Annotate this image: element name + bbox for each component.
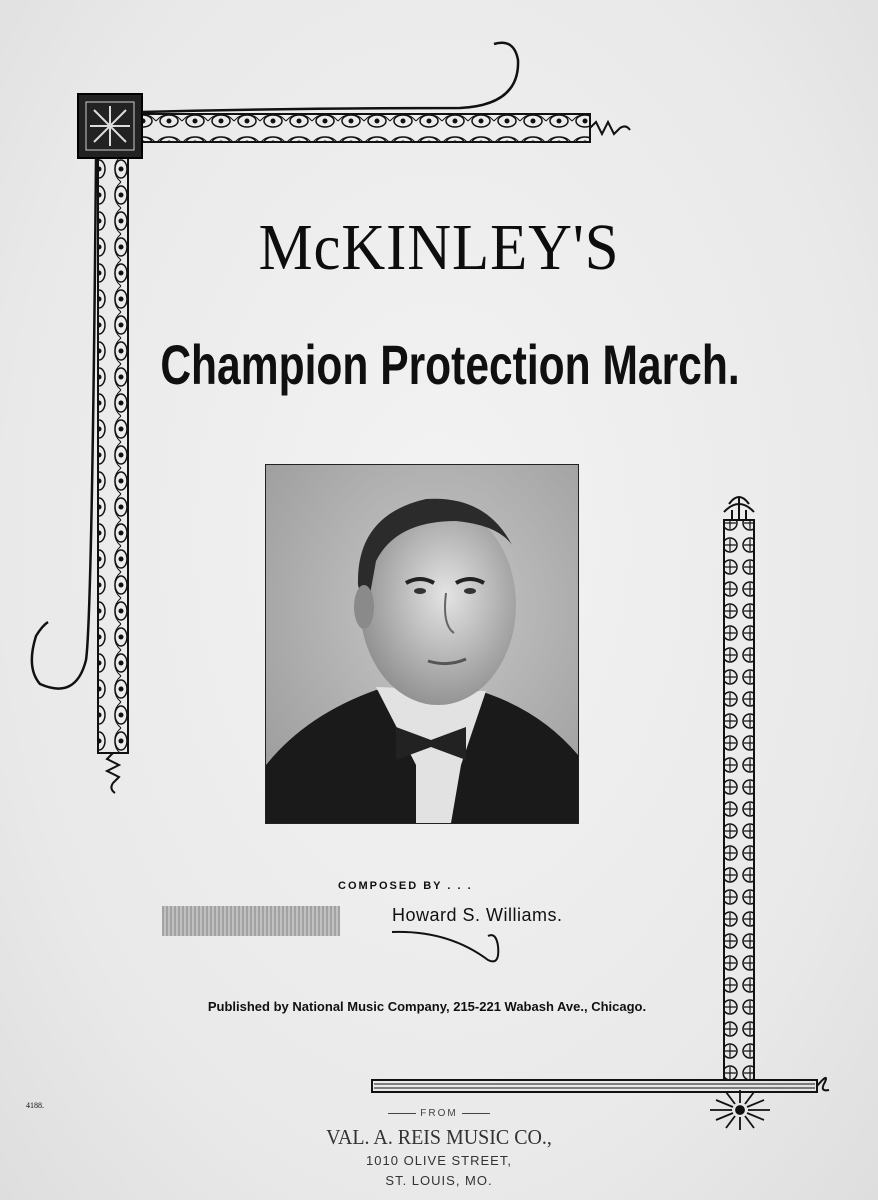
- plate-number: 4188.: [26, 1101, 44, 1110]
- composer-flourish: [388, 920, 508, 970]
- seller-city: ST. LOUIS, MO.: [385, 1173, 493, 1188]
- from-label: [0, 1108, 878, 1119]
- publisher-line: Published by National Music Company, 215-221 Wabash Ave., Chicago.: [207, 999, 647, 1014]
- title-main: McKINLEY'S: [258, 211, 620, 284]
- composed-by-label: COMPOSED BY . . .: [338, 880, 473, 892]
- title-subtitle: Champion Protection March.: [160, 333, 740, 396]
- composer-name: Howard S. Williams.: [392, 905, 563, 925]
- seller-name: VAL. A. REIS MUSIC CO.,: [326, 1125, 552, 1149]
- portrait-photo: [265, 464, 579, 824]
- erased-bar: [162, 906, 340, 936]
- from-text: FROM: [420, 1108, 458, 1119]
- seller-street: 1010 OLIVE STREET,: [366, 1153, 512, 1168]
